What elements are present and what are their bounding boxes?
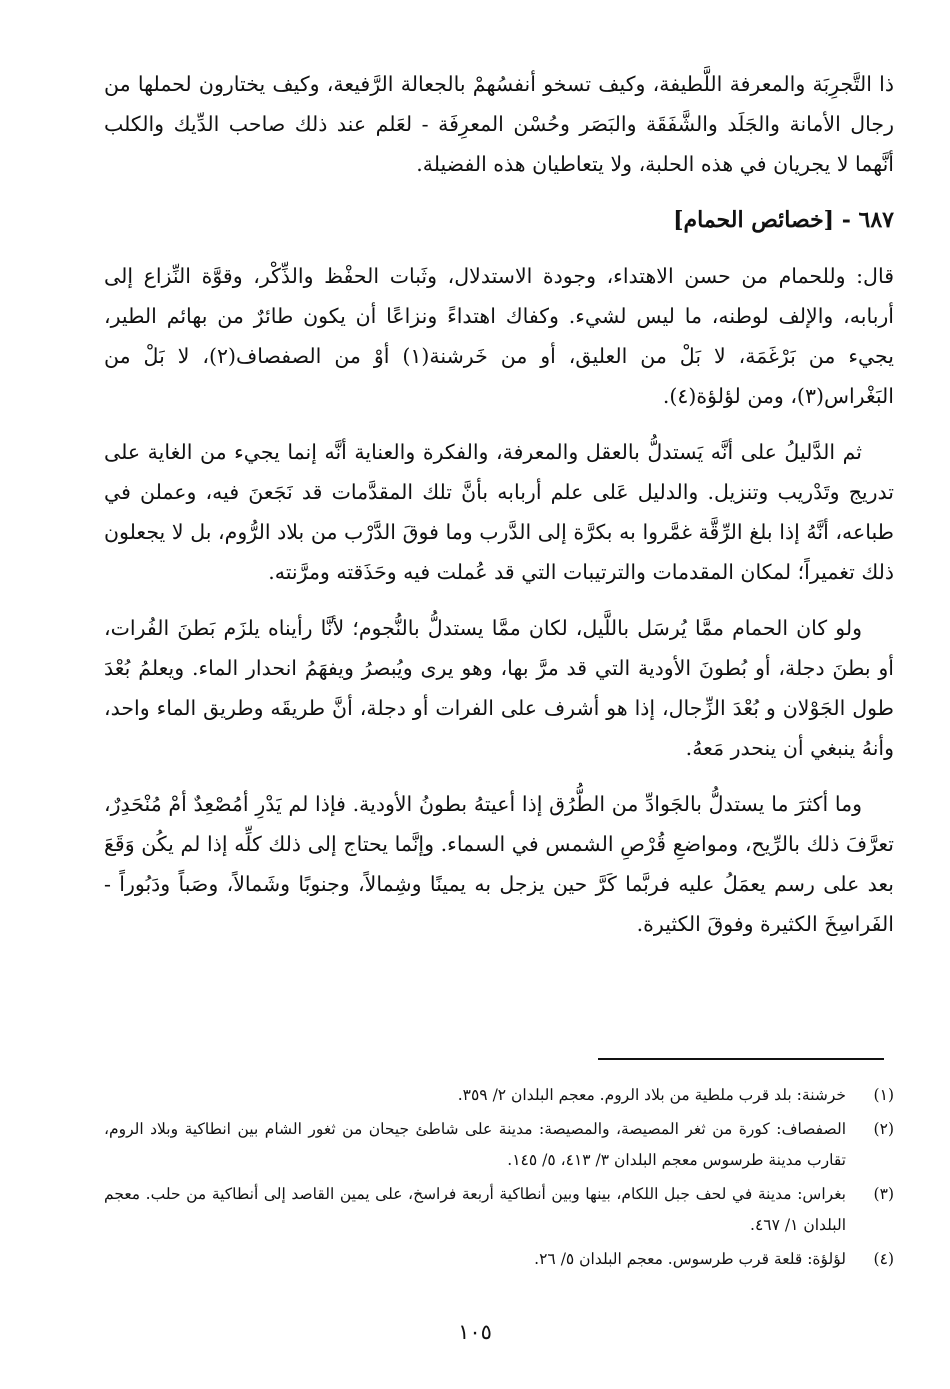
section-heading: ٦٨٧ - [خصائص الحمام] <box>673 207 894 233</box>
footnote-1 <box>104 1080 894 1111</box>
footnote-3 <box>104 1179 894 1241</box>
page-number: ١٠٥ <box>458 1320 492 1344</box>
paragraph-pigeon-roads: وما أكثرَ ما يستدلُّ بالجَوادِّ من الطُّرُق إذا أعيتهُ بطونُ الأودية. فإذا لم يَدْرِ أمُصْعِدٌ أمْ مُنْحَدِرٌ، تعرَّفَ ذلك بالرِّيح، ومواضعِ قُرْصِ الشمس في السماء. وإنَّما يحتاج إلى ذلك كلِّه إذا لم يكُن وَقَعَ بعد على رسم يعمَلُ عليه فربَّما كَرَّ حين يزجل به يمينًا وشِمالاً، وجنوبًا وشَمالاً، وصَباً ودَبُوراً - الفَراسِخَ الكثيرة وفوقَ الكثيرة. <box>104 792 894 936</box>
paragraph-pigeon-night: ولو كان الحمام ممَّا يُرسَل باللَّيل، لكان ممَّا يستدلُّ بالنُّجوم؛ لأنَّا رأيناه يلزَم بَطنَ الفُرات، أو بطنَ دجلة، أو بُطونَ الأودية التي قد مرَّ بها، وهو يرى ويُبصرُ ويفهَمُ انحدار الماء. ويعلمُ بُعْدَ طول الجَوْلان و بُعْدَ الزِّجال، إذا هو أشرف على الفرات أو دجلة، أنَّ طريقَه وطريق الماء واحد، وأنهُ ينبغي أن ينحدر مَعهُ. <box>104 616 894 760</box>
footnote-2 <box>104 1114 894 1176</box>
paragraph-pigeon-qualities: قال: وللحمام من حسن الاهتداء، وجودة الاستدلال، وثَبات الحفْظ والذِّكْر، وقوَّة النِّزاع إلى أربابه، والإلف لوطنه، ما ليس لشيء. وكفاك اهتداءً ونزاعًا أن يكون طائرٌ من بهائم الطير، يجيء من بَرْغَمَة، لا بَلْ من العليق، أو من خَرشنة(١) أوْ من الصفصاف(٢)، لا بَلْ من البَغْراس(٣)، ومن لؤلؤة(٤). <box>104 264 894 408</box>
footnote-number: (١) <box>873 1086 894 1104</box>
footnotes <box>104 1080 894 1278</box>
footnote-text: لؤلؤة: قلعة قرب طرسوس. معجم البلدان ٥/ ٢٦. <box>534 1250 846 1268</box>
footnote-text: خرشنة: بلد قرب ملطية من بلاد الروم. معجم البلدان ٢/ ٣٥٩. <box>457 1086 846 1104</box>
footnote-text: بغراس: مدينة في لحف جبل اللكام، بينها وبين أنطاكية أربعة فراسخ، على يمين القاصد إلى أنطاكية من حلب. معجم البلدان ١/ ٤٦٧. <box>104 1185 846 1234</box>
footnote-4 <box>104 1244 894 1275</box>
paragraph-continuation: ذا التَّجرِبَة والمعرفة اللَّطيفة، وكيف تسخو أنفسُهمْ بالجعالة الرَّفيعة، وكيف يختارون لحملها من رجال الأمانة والجَلَد والشَّفَقَة والبَصَر وحُسْن المعرِفَة - لعَلم عند ذلك صاحب الدِّيك والكلب أنَّهما لا يجريان في هذه الحلبة، ولا يتعاطيان هذه الفضيلة. <box>104 72 894 176</box>
footnote-number: (٢) <box>873 1120 894 1138</box>
footnote-number: (٤) <box>873 1250 894 1268</box>
footnote-text: الصفصاف: كورة من ثغر المصيصة، والمصيصة: مدينة على شاطئ جيحان من ثغور الشام بين انطاكية وبلاد الروم، تقارب مدينة طرسوس معجم البلدان ٣/ ٤١٣، ٥/ ١٤٥. <box>104 1120 846 1169</box>
footnote-separator <box>598 1058 884 1060</box>
main-text <box>104 64 894 960</box>
paragraph-pigeon-reasoning: ثم الدَّليلُ على أنَّه يَستدلُّ بالعقل والمعرفة، والفكرة والعناية أنَّه إنما يجيء من الغاية على تدريج وتَدْريب وتنزيل. والدليل عَلى علم أربابه بأنَّ تلك المقدَّمات قد نَجَعنَ فيه، وعملن في طباعه، أنَّهُ إذا بلغ الرِّقَّة غمَّروا به بكرَّة إلى الدَّرب وما فوقَ الدَّرْب من بلاد الرُّوم، بل لا يجعلون ذلك تغميراً؛ لمكان المقدمات والترتيبات التي قد عُملت فيه وحَذَقته ومرَّنته. <box>104 440 894 584</box>
footnote-number: (٣) <box>873 1185 894 1203</box>
